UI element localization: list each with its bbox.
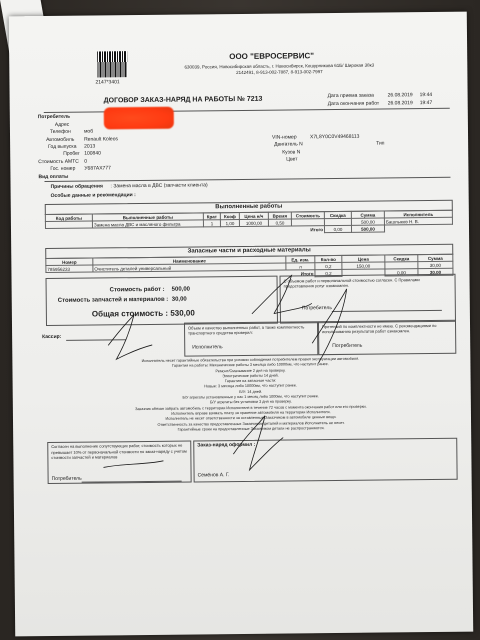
parts-col-number: Номер <box>46 258 93 265</box>
works-total-discount: 0,00 <box>324 225 351 232</box>
fine-print-line: Б/У агрегаты установленные у нас 1 месяц либо 1000км, что наступит ранее. <box>182 394 320 400</box>
parts-total-label: Итого <box>300 270 314 277</box>
customer-label: Потребитель <box>37 113 71 121</box>
works-total-label: Итого <box>310 226 324 233</box>
works-col-sum: Сумма <box>351 211 384 218</box>
fine-print-line: Гарантия на запасные части: <box>224 378 277 384</box>
parts-cell-number: 785956233 <box>46 265 93 272</box>
mileage-label: Пробег <box>63 150 80 157</box>
executor-label: Исполнитель <box>192 344 223 351</box>
special-notes-label: Особые данные и рекомендации : <box>50 192 136 199</box>
reason-value: : Замена масла в ДВС (запчасти клиента) <box>110 182 208 190</box>
works-cell-coef: 1,00 <box>220 220 239 227</box>
fine-print-line: Новые: 3 месяца либо 10000км, что наступит ранее. <box>204 383 298 389</box>
works-cell-mult: 1 <box>203 220 220 227</box>
amts-value: 0 <box>84 158 88 165</box>
agreement-consumer-label: Потребитель <box>51 475 82 482</box>
parts-cell-unit: л <box>286 263 315 270</box>
fine-print-line: Б/У агрегаты без установки 3 дня на проверку. <box>209 399 292 405</box>
mileage-value: 100840 <box>84 150 101 157</box>
parts-col-discount: Скидка <box>385 255 418 262</box>
works-cell-executor: Башлыков Н. В. <box>384 217 452 225</box>
year-label: Год выпуска <box>48 143 77 151</box>
works-total-sum: 500,00 <box>351 225 384 232</box>
works-col-executor: Исполнитель <box>384 210 452 218</box>
document-title: ДОГОВОР ЗАКАЗ-НАРЯД НА РАБОТЫ № 7213 <box>103 95 263 105</box>
phone-label: Телефон <box>49 128 71 135</box>
agreement-text: Согласен на выполнение сопутствующих работ, стоимость которых не превышает 10% от первоначальной стоимости по заказ-наряду с учетом стоимости запчастей и материалов <box>51 442 187 460</box>
parts-cell-price: 150,00 <box>342 262 385 269</box>
parts-cost-value: 30,00 <box>171 296 187 303</box>
works-col-time: Время <box>268 212 291 219</box>
fine-print-line: Ответственность за качество предоставленных Заказчиком деталей и материалов Исполнитель не несет. <box>157 420 345 427</box>
fine-print-line: Б/У: 14 дней. <box>239 389 263 394</box>
time-received-value: 19:44 <box>419 91 433 99</box>
works-cell-sum: 500,00 <box>351 218 384 225</box>
parts-section-header: Запасные части и расходные материалы <box>45 244 453 259</box>
fine-print-line: Исполнитель несет гарантийные обязательства при условии соблюдения потребителем правил эксплуатации автомобиля. <box>141 356 360 364</box>
consumer-label: Потребитель <box>332 342 363 350</box>
parts-cell-name: Очиститель деталей универсальный <box>93 263 286 272</box>
works-col-price: Цена н/ч <box>239 212 268 219</box>
works-col-code: Код работы <box>45 214 92 221</box>
parts-col-sum: Сумма <box>418 254 453 261</box>
reason-label: Причины обращения <box>50 183 103 190</box>
car-value: Renault Koleos <box>84 136 119 143</box>
date-received-label: Дата приема заказа <box>327 92 374 100</box>
handwritten-signatures <box>9 12 473 637</box>
issuer-name: Семёнов А. Г. <box>197 472 230 479</box>
color-label: Цвет <box>286 156 298 163</box>
parts-col-name: Наименование <box>93 256 286 265</box>
works-col-coef: Коэф <box>220 213 239 220</box>
parts-total-qty: 0,2 <box>315 269 342 276</box>
payment-type-label: Вид оплаты <box>38 173 69 181</box>
parts-col-qty: Кол-во <box>315 255 342 262</box>
parts-cell-sum: 30,00 <box>418 261 453 268</box>
grand-total-value: 530,00 <box>170 308 195 318</box>
signature-mark <box>233 416 284 471</box>
company-phone-line: 2142491, 8-913-002-7887, 8-913-002-7997 <box>236 69 323 76</box>
grand-total-label: Общая стоимость : <box>91 308 169 319</box>
signature-mark <box>108 315 152 359</box>
quality-text: Объем и качество выполненных работ, а также комплектность транспортного средства проверил: <box>188 324 305 336</box>
time-completed-value: 19:47 <box>419 99 433 107</box>
signature-mark <box>251 275 311 314</box>
amts-label: Стоимость АМТС <box>38 158 79 166</box>
parts-total-discount: 0,00 <box>385 269 418 276</box>
year-value: 2013 <box>84 143 96 150</box>
date-completed-value: 26.08.2019 <box>387 100 413 107</box>
parts-cell-qty: 0,2 <box>315 262 342 269</box>
address-label: Адрес <box>54 121 70 128</box>
fine-print-line: Исполнитель не несет ответственности за оставленные Заказчиком в автомобиле ценные вещи. <box>165 415 337 422</box>
vin-value: X7L8Y0C0V49468113 <box>310 133 360 141</box>
works-cell-price: 1000,00 <box>239 219 268 226</box>
fine-print-line: Исполнитель вправе взимать плату за хранение автомобиля на территории Исполнителя. <box>171 410 331 416</box>
company-name: ООО "ЕВРОСЕРВИС" <box>229 51 315 62</box>
fine-print-line: Электрические работы 14 дней. <box>222 373 279 379</box>
works-col-mult: Крат <box>203 213 220 220</box>
parts-col-unit: Ед. изм. <box>286 256 315 263</box>
type-label: Тип <box>376 140 385 147</box>
works-col-name: Выполненные работы <box>92 213 203 221</box>
works-cell-time: 0,50 <box>268 219 291 226</box>
works-cost-value: 500,00 <box>171 286 191 293</box>
signature-mark <box>312 289 348 363</box>
works-section-header: Выполненные работы <box>45 200 453 215</box>
works-col-cost: Стоимость <box>291 212 324 219</box>
signature-mark <box>103 461 163 468</box>
date-completed-label: Дата окончания работ <box>327 100 380 108</box>
fine-print-line: Заказчик обязан забрать автомобиль с территории Исполнителя в течение 72 часов с момента окончания работ или его проверки. <box>135 404 367 411</box>
works-col-discount: Скидка <box>324 211 351 218</box>
plate-label: Гос. номер <box>50 165 76 172</box>
phone-value: моб <box>83 128 94 135</box>
fine-print-line: Гарантия на работы: Механические работы 3 месяца либо 10000км, что наступит ранее. <box>171 362 329 369</box>
date-received-value: 26.08.2019 <box>387 92 413 99</box>
claims-text: Претензий по комплектности не имею. С рекомендациями по использованию результатов работ ознакомлен. <box>322 322 437 335</box>
company-address-line: 630039, Россия, Новосибирская область, г. Новосибирск, Кошурникова 61Б/ Широкая 38к3 <box>184 62 375 70</box>
works-cost-label: Стоимость работ : <box>109 286 165 294</box>
issued-label: Заказ-наряд оформил : <box>197 441 256 449</box>
barcode-number: 2147*3401 <box>95 79 120 86</box>
cashier-label: Кассир: <box>42 333 62 341</box>
car-label: Автомобиль <box>46 136 75 144</box>
works-cell-name: Замена масла ДВС и масляного фильтра <box>92 220 203 228</box>
plate-value: У687АХ777 <box>84 165 111 172</box>
vin-label: VIN-номер <box>272 134 297 141</box>
engine-label: Двигатель N <box>274 141 303 148</box>
work-order-document <box>9 12 473 637</box>
consent-text: С объемом работ и первоначальной стоимостью согласен. С Правилами предоставления услуг ознакомлен. <box>283 277 420 289</box>
parts-col-price: Цена <box>342 255 385 262</box>
parts-cost-label: Стоимость запчастей и материалов : <box>57 296 169 304</box>
body-label: Кузов N <box>282 149 301 156</box>
consent-signature-label: Потребитель <box>301 305 332 312</box>
fine-print-line: Ремонт/Смазывание 2 дня на проверку. <box>215 368 286 373</box>
fine-print-line: Гарантийные сроки на предоставленные Заказчиком детали не распространяются. <box>177 425 325 432</box>
parts-total-sum: 30,00 <box>418 268 453 275</box>
